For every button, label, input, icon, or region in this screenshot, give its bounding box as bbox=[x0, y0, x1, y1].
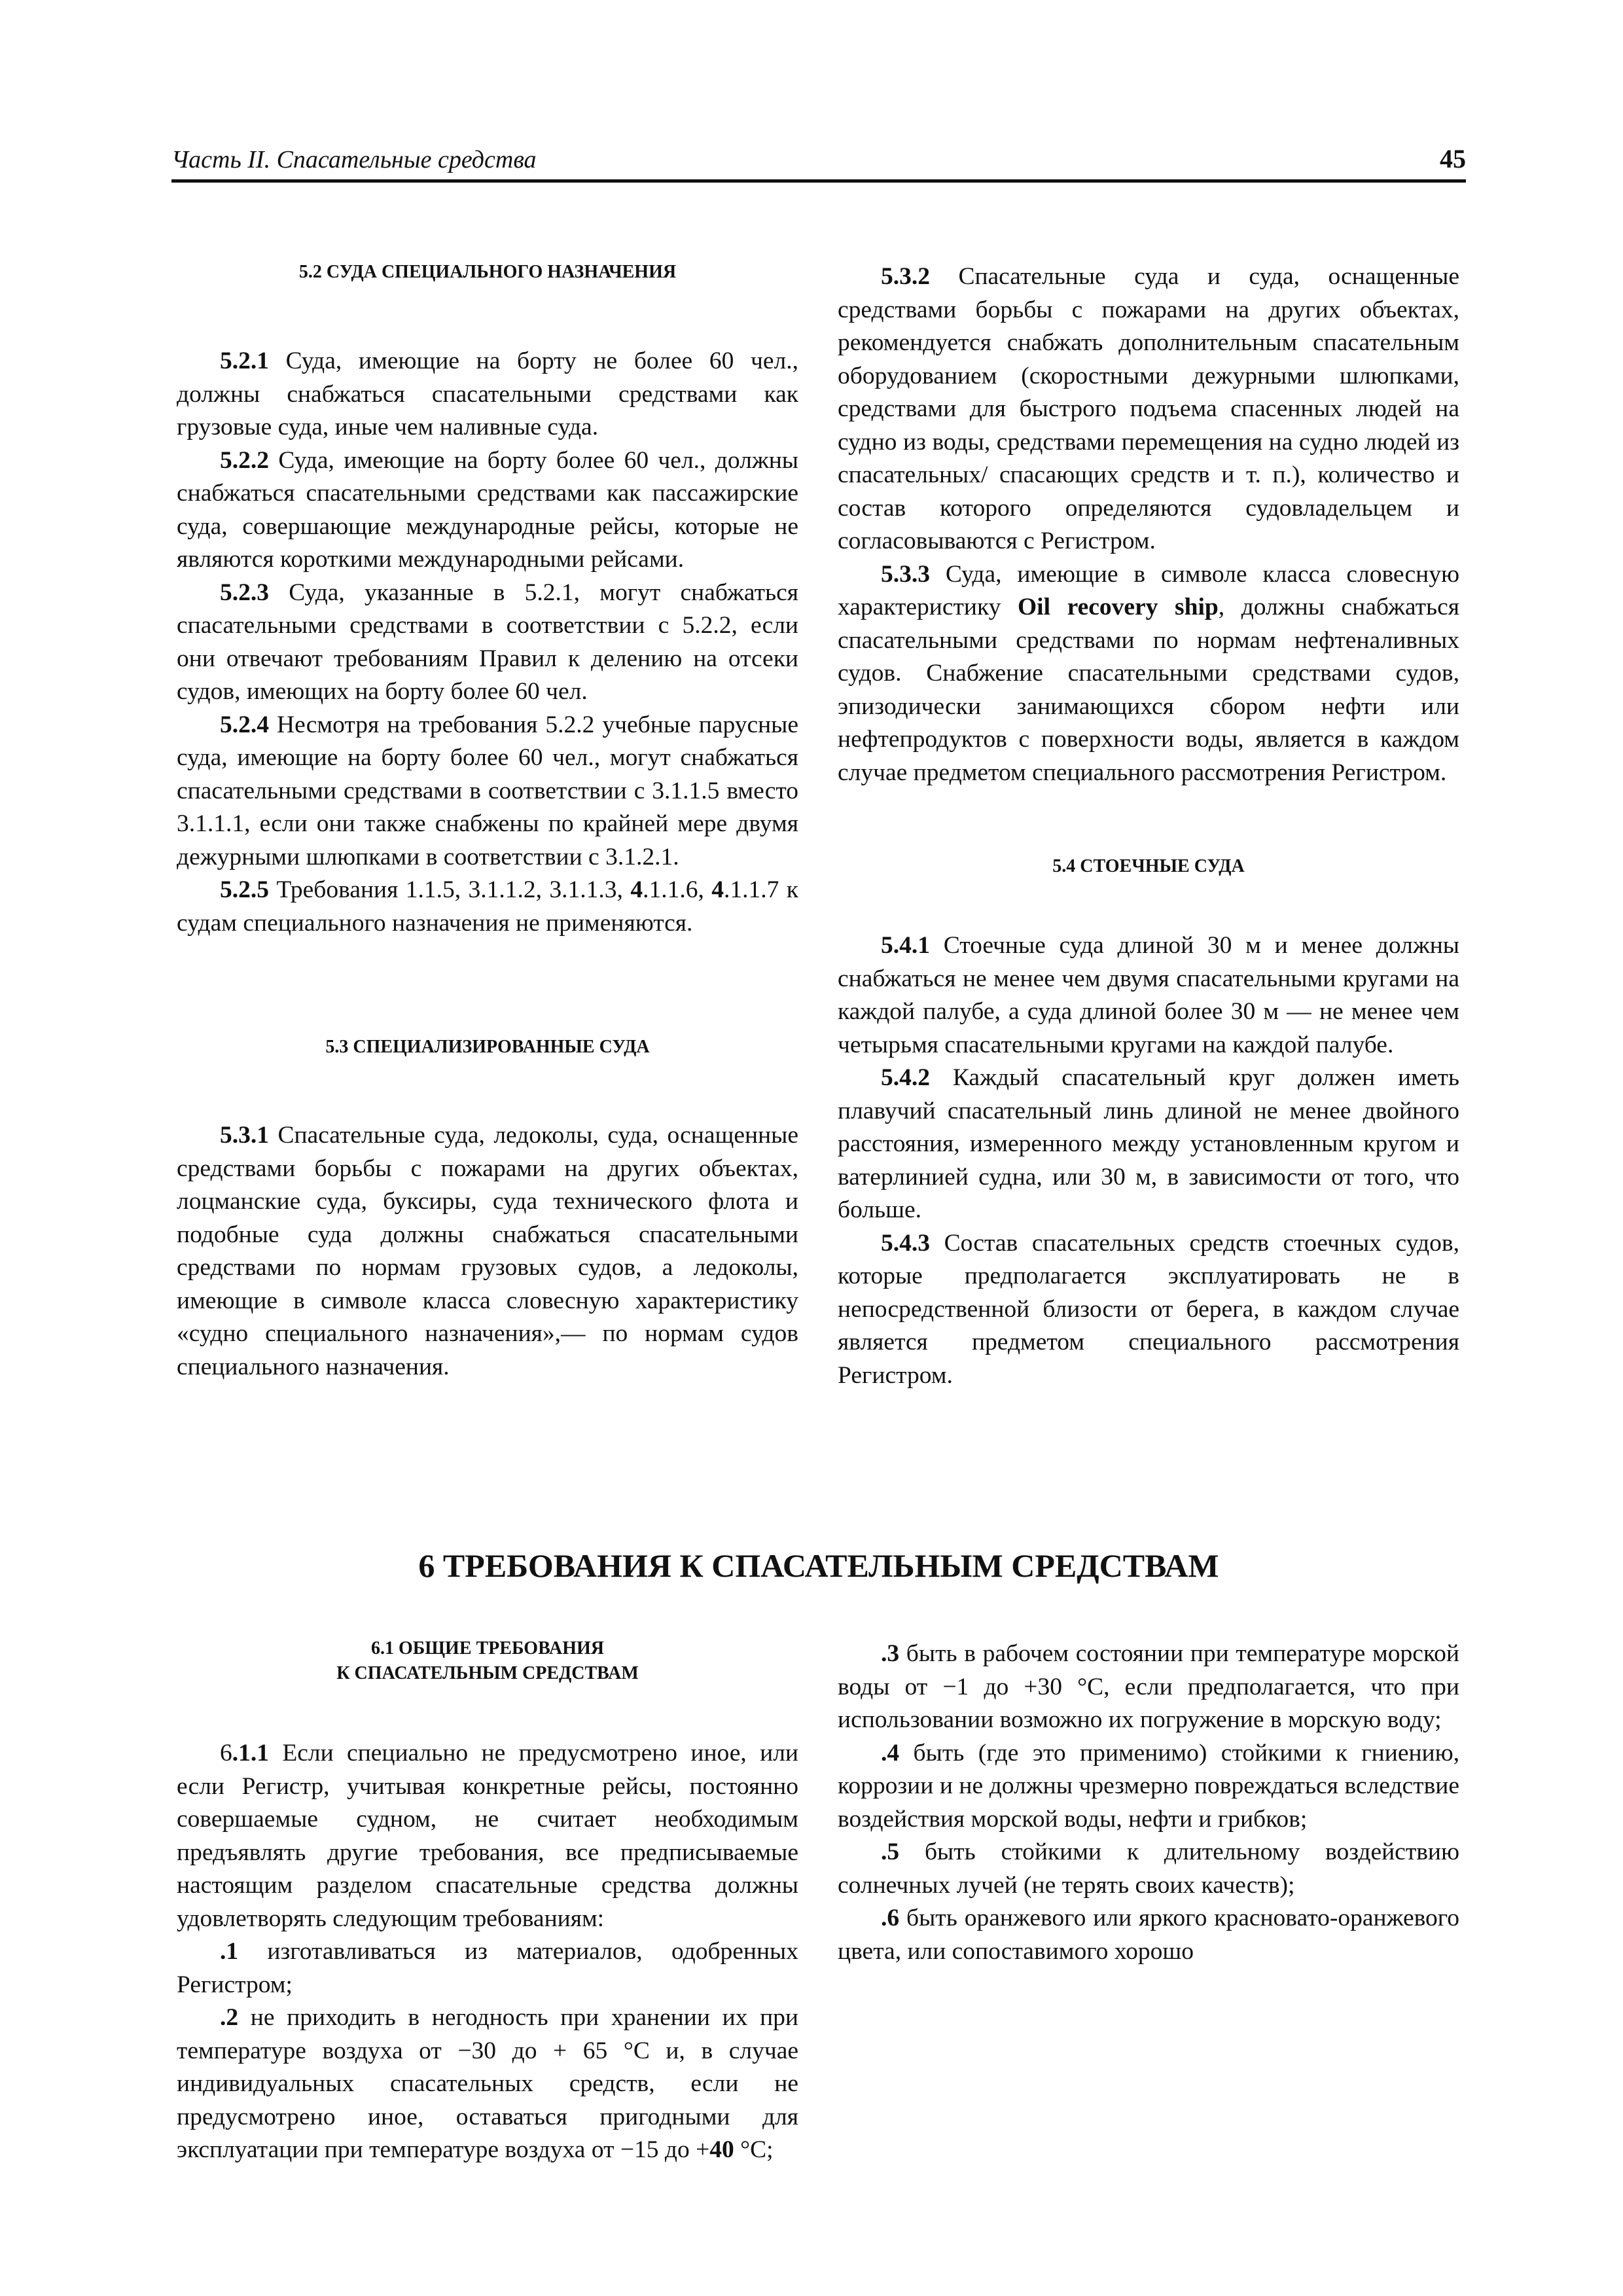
paragraph-5-2-3 bbox=[177, 577, 798, 709]
item-number: .1 bbox=[220, 1938, 239, 1965]
clause-number: 5.4.3 bbox=[881, 1229, 930, 1257]
item-2 bbox=[177, 2001, 798, 2167]
clause-text: Суда, имеющие на борту более 60 чел., должны снабжаться спасательными средствами как пассажирские суда, совершающие международные рейсы, которые не являются короткими международными рейсами. bbox=[177, 446, 798, 573]
item-6 bbox=[838, 1902, 1459, 1968]
clause-text-bold: 4 bbox=[711, 876, 724, 903]
item-text-bold: 40 bbox=[709, 2136, 734, 2163]
item-number: .2 bbox=[220, 2004, 239, 2031]
clause-number: 5.2.4 bbox=[220, 711, 269, 738]
clause-number-prefix: 6 bbox=[220, 1740, 232, 1767]
clause-number: 5.3.1 bbox=[220, 1122, 269, 1149]
clause-number: 5.3.2 bbox=[881, 263, 930, 290]
column-top-right bbox=[838, 260, 1459, 1392]
paragraph-5-2-5 bbox=[177, 874, 798, 940]
section-heading-5-4: 5.4 СТОЕЧНЫЕ СУДА bbox=[1052, 856, 1245, 876]
clause-number: 5.4.1 bbox=[881, 932, 930, 959]
clause-text: Если специально не предусмотрено иное, или если Регистр, учитывая конкретные рейсы, постоянно совершаемые судном, не считает необходимым предъявлять другие требования, все предписываемые настоящим разделом спасательные средства должны удовлетворять следующим требованиям: bbox=[177, 1740, 798, 1932]
paragraph-5-4-3 bbox=[838, 1227, 1459, 1393]
item-1 bbox=[177, 1935, 798, 2001]
clause-number: 5.2.1 bbox=[220, 348, 269, 374]
clause-number: 5.2.3 bbox=[220, 579, 269, 606]
column-bottom-right bbox=[838, 1638, 1459, 1968]
paragraph-5-3-3 bbox=[838, 558, 1459, 790]
item-5 bbox=[838, 1836, 1459, 1902]
item-4 bbox=[838, 1737, 1459, 1837]
page-number: 45 bbox=[1440, 144, 1466, 173]
clause-text: .1.1.7 к судам специального назначения не применяются. bbox=[177, 876, 798, 937]
clause-text: .1.1.6, bbox=[643, 876, 712, 903]
item-number: .6 bbox=[881, 1905, 900, 1931]
clause-text-bold: Oil recovery ship bbox=[1018, 594, 1219, 620]
section-heading-line: К СПАСАТЕЛЬНЫМ СРЕДСТВАМ bbox=[336, 1663, 639, 1683]
clause-text: Спасательные суда, ледоколы, суда, оснащенные средствами борьбы с пожарами на других объектах, лоцманские суда, буксиры, суда технического флота и подобные суда должны снабжаться спасательными средствами по нормам грузовых судов, а ледоколы, имеющие в символе класса словесную характеристику «судно специального назначения»,— по нормам судов специального назначения. bbox=[177, 1122, 798, 1380]
item-text: °С; bbox=[734, 2136, 774, 2163]
item-text: изготавливаться из материалов, одобренных Регистром; bbox=[177, 1938, 798, 1998]
section-heading-5-3: 5.3 СПЕЦИАЛИЗИРОВАННЫЕ СУДА bbox=[325, 1037, 650, 1057]
item-text: быть (где это применимо) стойкими к гниению, коррозии и не должны чрезмерно повреждаться вследствие воздействия морской воды, нефти и грибков; bbox=[838, 1739, 1459, 1833]
paragraph-5-4-2 bbox=[838, 1062, 1459, 1227]
clause-number: 5.3.3 bbox=[881, 560, 930, 588]
paragraph-5-2-2 bbox=[177, 444, 798, 577]
paragraph-5-2-1 bbox=[177, 345, 798, 444]
clause-number: 5.2.2 bbox=[220, 446, 269, 474]
clause-text: Стоечные суда длиной 30 м и менее должны снабжаться не менее чем двумя спасательными кругами на каждой палубе, а суда длиной более 30 м — не менее чем четырьмя спасательными кругами на каждой палубе. bbox=[838, 932, 1459, 1058]
paragraph-5-2-4 bbox=[177, 709, 798, 874]
clause-text: Спасательные суда и суда, оснащенные средствами борьбы с пожарами на других объектах, рекомендуется снабжать дополнительным спасательным оборудованием (скоростными дежурными шлюпками, средствами для быстрого подъема спасенных людей на судно из воды, средствами перемещения на судно людей из спасательных/ спасающих средств и т. п.), количество и состав которого определяются судовладельцем и согласовываются с Регистром. bbox=[838, 263, 1459, 554]
item-number: .4 bbox=[881, 1739, 900, 1767]
clause-text: , должны снабжаться спасательными средствами по нормам нефтеналивных судов. Снабжение спасательными средствами судов, эпизодически занимающихся сбором нефти или нефтепродуктов с поверхности воды, является в каждом случае предметом специального рассмотрения Регистром. bbox=[838, 594, 1459, 786]
item-text: быть оранжевого или яркого красновато-оранжевого цвета, или сопоставимого хорошо bbox=[838, 1905, 1459, 1965]
item-text: быть в рабочем состоянии при температуре морской воды от −1 до +30 °С, если предполагается, что при использовании возможно их погружение в морскую воду; bbox=[838, 1640, 1459, 1733]
item-3 bbox=[838, 1638, 1459, 1737]
item-number: .5 bbox=[881, 1839, 900, 1865]
running-title: Часть II. Спасательные средства bbox=[171, 146, 537, 173]
clause-text: Каждый спасательный круг должен иметь плавучий спасательный линь длиной не менее двойного расстояния, измеренного между установленным кругом и ватерлинией судна, или 30 м, в зависимости от того, что больше. bbox=[838, 1064, 1459, 1223]
chapter-title: 6 ТРЕБОВАНИЯ К СПАСАТЕЛЬНЫМ СРЕДСТВАМ bbox=[418, 1547, 1219, 1584]
clause-text-bold: 4 bbox=[630, 876, 643, 903]
page-header bbox=[171, 143, 1466, 183]
section-heading-6-1 bbox=[177, 1636, 798, 1686]
item-text: быть стойкими к длительному воздействию солнечных лучей (не терять своих качеств); bbox=[838, 1839, 1459, 1899]
clause-text: Суда, указанные в 5.2.1, могут снабжаться спасательными средствами в соответствии с 5.2.2, если они отвечают требованиям Правил к делению на отсеки судов, имеющих на борту более 60 чел. bbox=[177, 579, 798, 705]
column-bottom-left bbox=[177, 1636, 798, 2167]
clause-text: Требования 1.1.5, 3.1.1.2, 3.1.1.3, bbox=[269, 876, 631, 903]
clause-text: Суда, имеющие в символе класса словесную характеристику bbox=[838, 560, 1459, 620]
paragraph-5-3-1 bbox=[177, 1119, 798, 1384]
paragraph-6-1-1 bbox=[177, 1737, 798, 1935]
column-top-left bbox=[177, 260, 798, 1384]
section-heading-line: 6.1 ОБЩИЕ ТРЕБОВАНИЯ bbox=[371, 1638, 604, 1659]
item-text: не приходить в негодность при хранении их при температуре воздуха от −30 до + 65 °С и, в случае индивидуальных спасательных средств, если не предусмотрено иное, оставаться пригодными для эксплуатации при температуре воздуха от −15 до + bbox=[177, 2004, 798, 2163]
clause-number: 5.2.5 bbox=[220, 876, 269, 903]
clause-text: Суда, имеющие на борту не более 60 чел., должны снабжаться спасательными средствами как грузовые суда, иные чем наливные суда. bbox=[177, 348, 798, 440]
clause-text: Состав спасательных средств стоечных судов, которые предполагается эксплуатировать не в непосредственной близости от берега, в каждом случае является предметом специального рассмотрения Регистром. bbox=[838, 1229, 1459, 1389]
item-number: .3 bbox=[881, 1640, 900, 1667]
paragraph-5-3-2 bbox=[838, 260, 1459, 558]
clause-text: Несмотря на требования 5.2.2 учебные парусные суда, имеющие на борту более 60 чел., могут снабжаться спасательными средствами в соответствии с 3.1.1.5 вместо 3.1.1.1, если они также снабжены по крайней мере двумя дежурными шлюпками в соответствии с 3.1.2.1. bbox=[177, 711, 798, 870]
section-heading-5-2: 5.2 СУДА СПЕЦИАЛЬНОГО НАЗНАЧЕНИЯ bbox=[298, 262, 677, 282]
clause-number: 5.4.2 bbox=[881, 1064, 930, 1091]
clause-number: .1.1 bbox=[232, 1740, 269, 1767]
paragraph-5-4-1 bbox=[838, 929, 1459, 1062]
